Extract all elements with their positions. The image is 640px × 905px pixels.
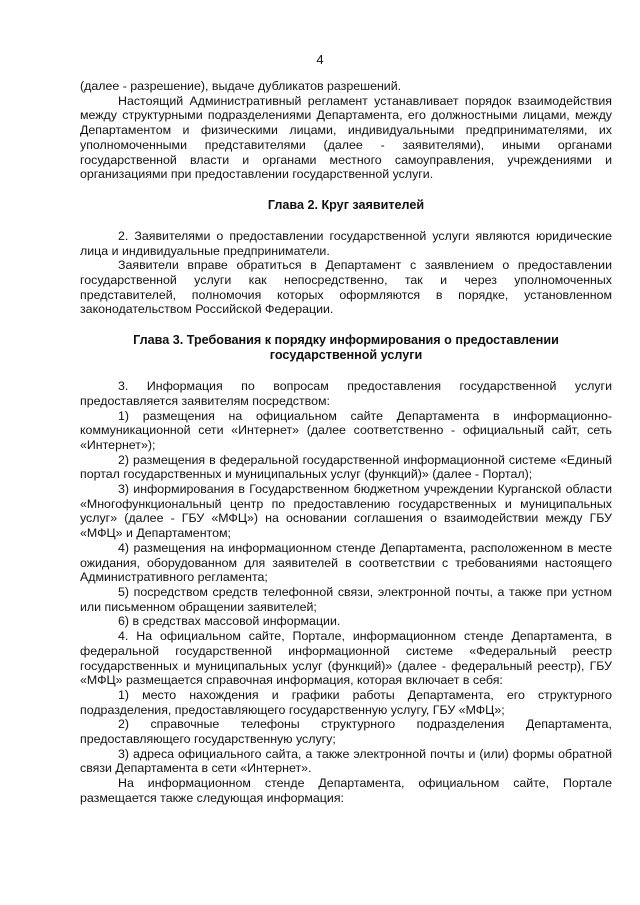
list-item: 2) справочные телефоны структурного подразделения Департамента, предоставляющего государственную услугу; [80,717,612,747]
list-item: 1) размещения на официальном сайте Департамента в информационно-коммуникационной сети «Интернет» (далее соответственно - официальный сайт, сеть «Интернет»); [80,408,612,452]
list-item: 6) в средствах массовой информации. [118,614,341,629]
chapter-heading: Глава 3. Требования к порядку информирования о предоставлении государственной услуги [133,333,559,363]
list-item: 2) размещения в федеральной государственной информационной системе «Единый портал государственных и муниципальных услуг (функций)» (далее - Портал); [80,452,612,482]
list-item: 3) информирования в Государственном бюджетном учреждении Курганской области «Многофункциональный центр по предоставлению государственных и муниципальных услуг» (далее - ГБУ «МФЦ») на основании соглашения о взаимодействии между ГБУ «МФЦ» и Департаментом; [80,482,612,541]
paragraph: 3. Информация по вопросам предоставления государственной услуги предоставляется заявителям посредством: [80,379,612,408]
paragraph: На информационном стенде Департамента, официальном сайте, Портале размещается также следующая информация: [80,776,612,805]
paragraph: 2. Заявителями о предоставлении государственной услуги являются юридические лица и индивидуальные предприниматели. [80,228,612,258]
list-item: 4) размещения на информационном стенде Департамента, расположенном в месте ожидания, оборудованном для заявителей в соответствии с требованиями настоящего Административного регламента; [80,540,612,585]
list-item: 1) место нахождения и графики работы Департамента, его структурного подразделения, предоставляющего государственную услугу, ГБУ «МФЦ»; [80,687,612,717]
document-body [80,79,612,806]
chapter-heading: Глава 2. Круг заявителей [267,197,425,212]
page-number: 4 [316,52,324,67]
paragraph: Заявители вправе обратиться в Департамент с заявлением о предоставлении государственной услуги как непосредственно, так и через уполномоченных представителей, полномочия которых оформляются в порядке, установленном законодательством Российской Федерации. [80,258,612,317]
list-item: 3) адреса официального сайта, а также электронной почты и (или) формы обратной связи Департамента в сети «Интернет». [80,746,612,776]
list-item: 5) посредством средств телефонной связи, электронной почты, а также при устном или письменном обращении заявителей; [80,584,612,614]
paragraph: 4. На официальном сайте, Портале, информационном стенде Департамента, в федеральной государственной информационной системе «Федеральный реестр государственных и муниципальных услуг (функций)» (далее - федеральный реестр), ГБУ «МФЦ» размещается справочная информация, которая включает в себя: [80,629,612,688]
paragraph: Настоящий Административный регламент устанавливает порядок взаимодействия между структурными подразделениями Департамента, его должностными лицами, между Департаментом и физическими лицами, индивидуальными предпринимателями, их уполномоченными представителями (далее - заявителями), иными органами государственной власти и органами местного самоуправления, учреждениями и организациями при предоставлении государственной услуги. [80,93,612,182]
paragraph: (далее - разрешение), выдаче дубликатов разрешений. [80,79,402,93]
